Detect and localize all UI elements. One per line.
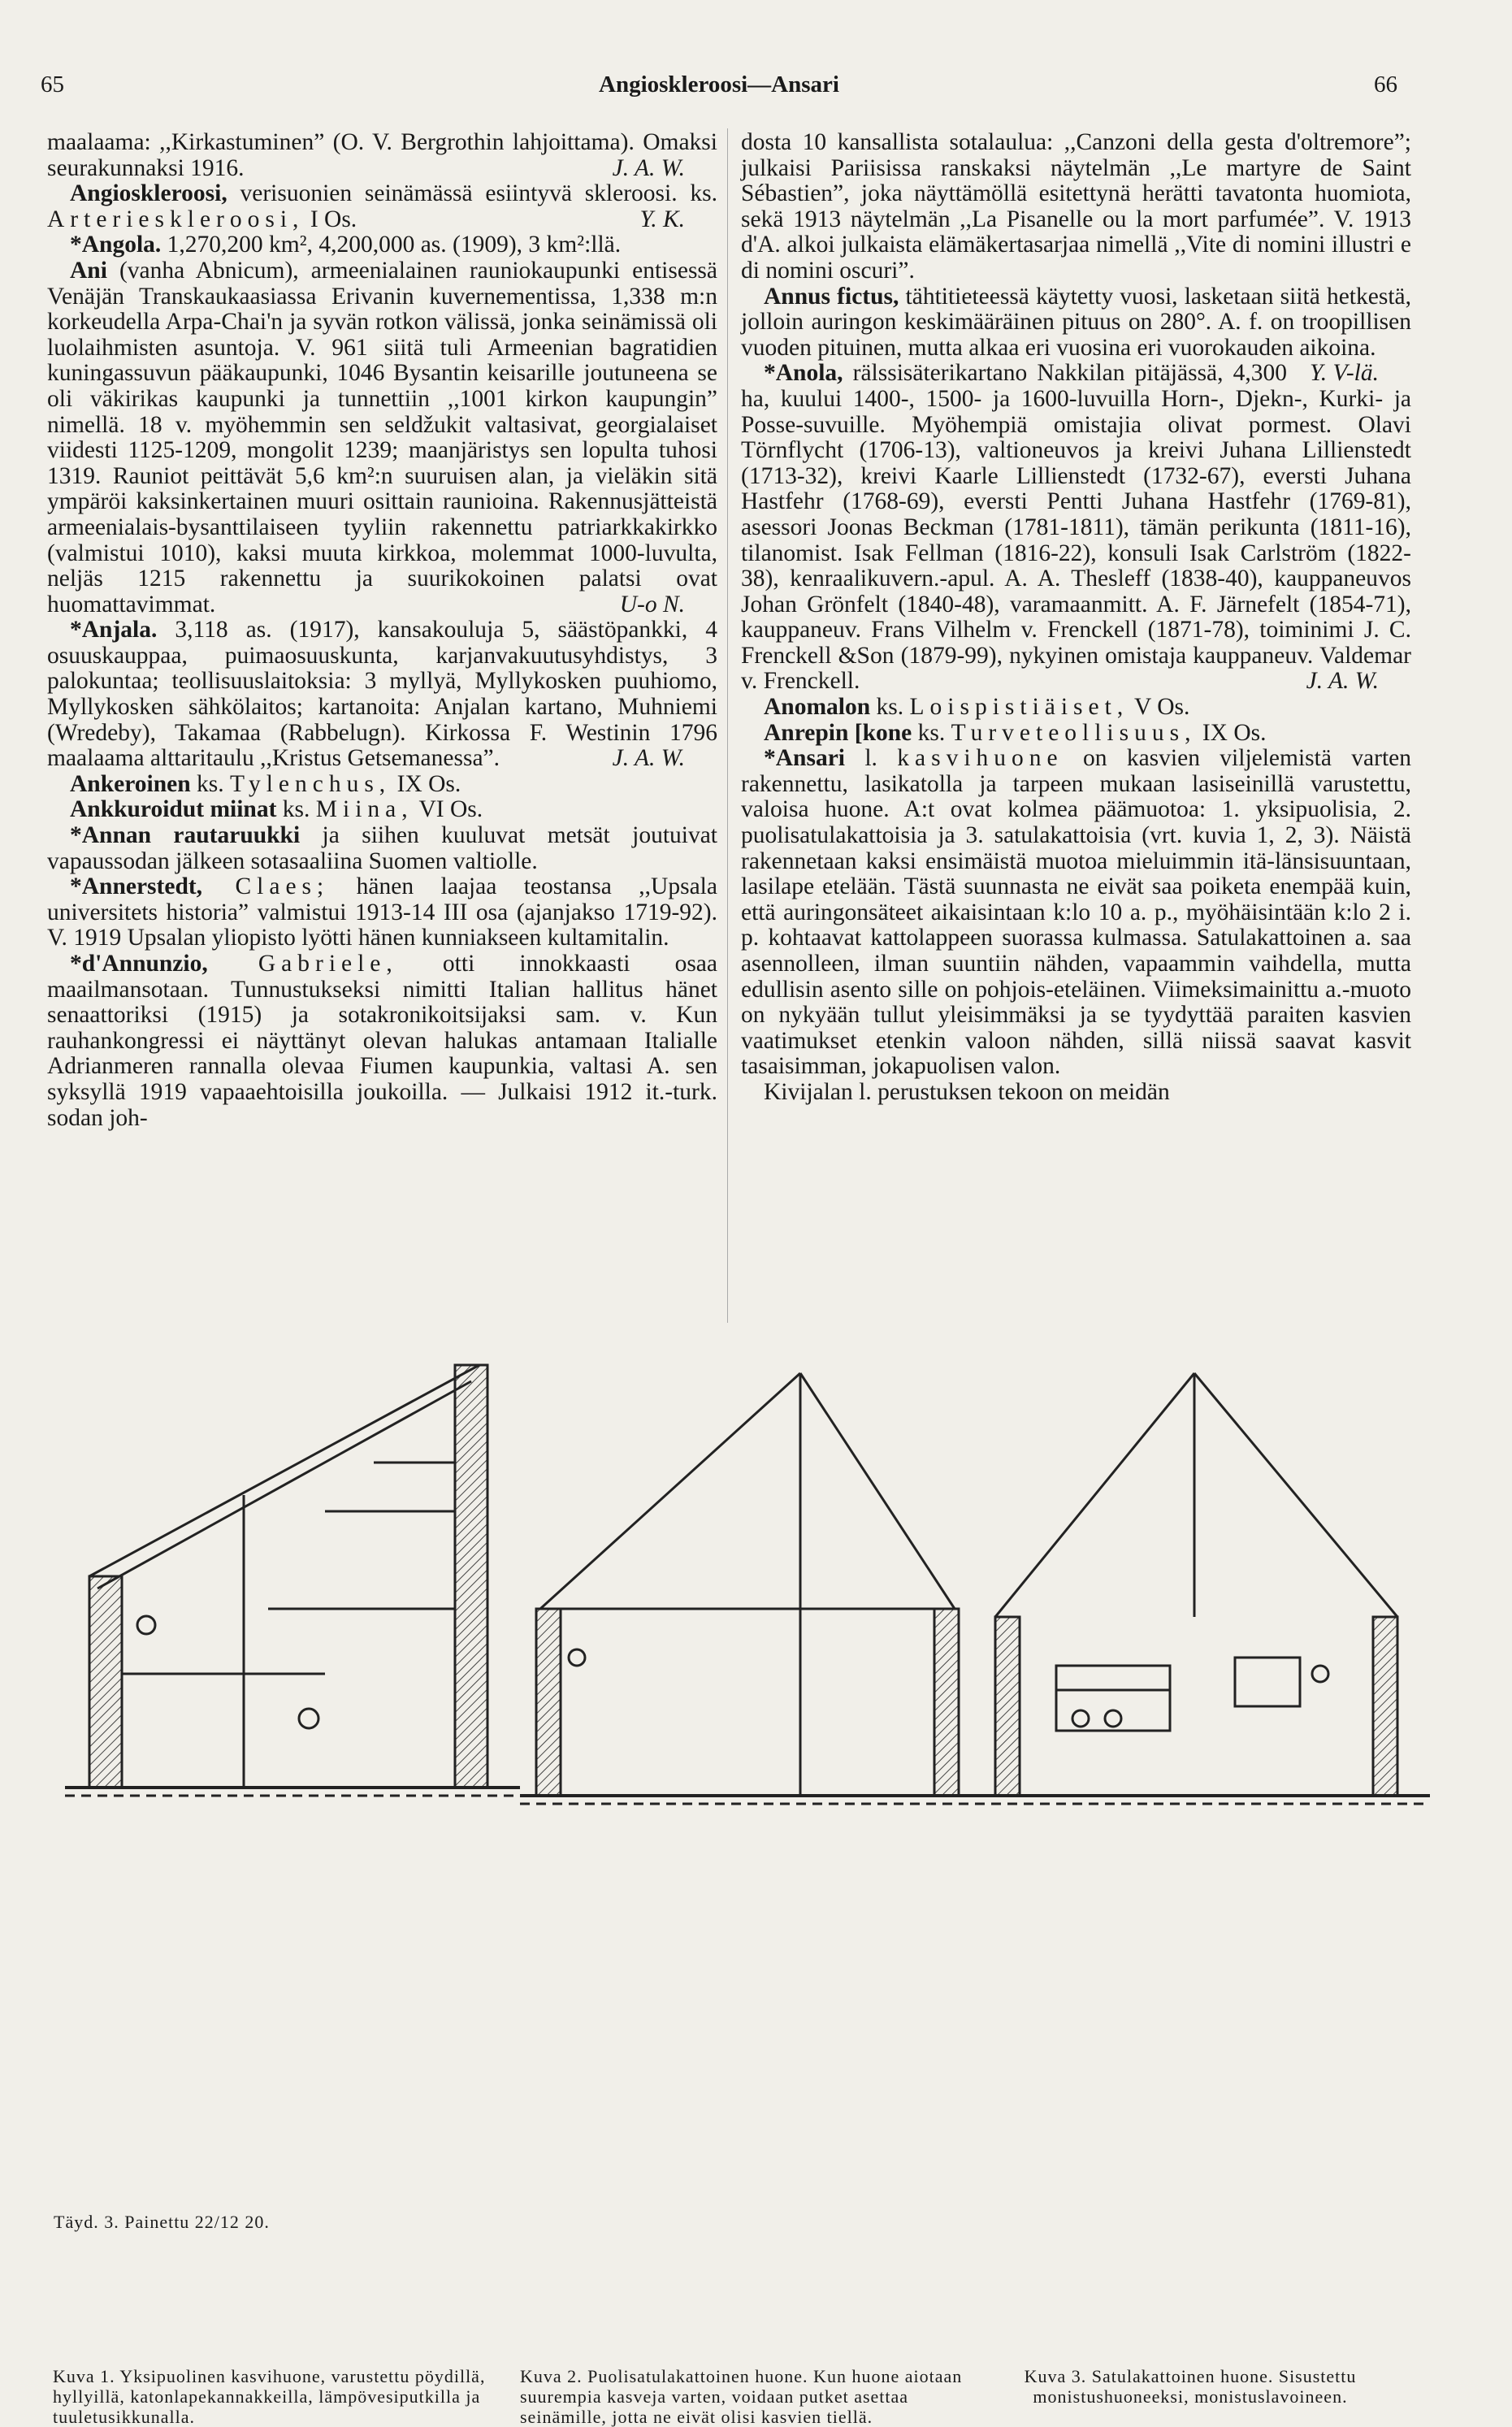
entry-ansari-cont: Kivijalan l. perustuksen tekoon on meidän <box>764 1078 1170 1105</box>
entry-ansari: *Ansari l. kasvihuone on kasvien viljelemistä varten rakennettu, lasikatolla ja tarpeen mukaan lasiseinillä varustettu, valoisa huone. A:t ovat kolmea päämuotoa: 1. yksipuolisia, 2. puolisatulakattoisia ja 3. satulakattoisia (vrt. kuvia 1, 2, 3). Näistä rakennetaan kaksi ensimäistä muotoa mieluimmin itä-länsisuuntaan, lasilape etelään. Tästä suunnasta ne eivät saa poiketa enempää kuin, että auringonsäteet aikaisintaan k:lo 10 a. p., myöhäisintään k:lo 2 i. p. kohtaavat kattolappeen suorassa kulmassa. Satulakattoinen a. saa asennolleen, ilman suuntiin nähden, vapaammin vaihdella, mutta edullisin asento sille on pohjois-eteläinen. Viimeksimainittu a.-muoto on nykyään tullut yleisimmäksi ja se tyydyttää paraiten kasvien vaatimukset etenkin valoon nähden, sillä niissä saavat kasvit tasaisimman, jokapuolisen valon. <box>741 745 1411 1080</box>
entry-angola: *Angola. 1,270,200 km², 4,200,000 as. (1909), 3 km²:llä. <box>70 232 622 258</box>
column-divider <box>727 128 728 1323</box>
signature: Y. V-lä. <box>1310 360 1379 387</box>
signature: Y. K. <box>639 206 685 232</box>
entry-dannunzio: *d'Annunzio, Gabriele, otti innokkaasti osaa maailmansotaan. Tunnustukseksi nimitti Italian hallitus hänet senaattoriksi (1915) ja sotakronikoitsijaksi sam. v. Kun rauhankongressi ei näyttänyt olevan halukas antamaan Italialle Adrianmeren rannalla olevaa Fiumen kaupunkia, valtasi A. sen syksyllä 1919 vapaaehtoisilla joukoilla. — Julkaisi 1912 it.-turk. sodan joh- <box>47 951 717 1131</box>
entry-dannunzio-cont: dosta 10 kansallista sotalaulua: ,,Canzoni della gesta d'oltremore”; julkaisi Pariisissa ranskaksi näytelmän ,,Le martyre de Saint Sébastien”, joka näyttämöllä esitettynä herätti tavatonta huomiota, sekä 1913 näytelmän ,,La Pisanelle ou la mort parfumée”. V. 1913 d'A. alkoi julkaista elämäkertasarjaa nimellä ,,Vite di nomini illustri e di nomini oscuri”. <box>741 129 1411 284</box>
page-number-left: 65 <box>41 72 64 98</box>
figure-2-caption: Kuva 2. Puolisatulakattoinen huone. Kun huone aiotaan suurempia kasveja varten, voidaan putket asettaa seinämille, jotta ne eivät olisi kasvien tiellä. <box>520 2366 963 2427</box>
entry-anomalon: Anomalon ks. Loispistiäiset, V Os. <box>764 694 1190 721</box>
page-header <box>41 72 1397 104</box>
entry-ankeroinen: Ankeroinen ks. Tylenchus, IX Os. <box>70 770 461 797</box>
page-number-right: 66 <box>1374 72 1397 98</box>
signature: U-o N. <box>619 591 685 618</box>
figure-2-half-span-greenhouse <box>520 1373 975 1804</box>
print-footer: Täyd. 3. Painettu 22/12 20. <box>54 2212 270 2232</box>
entry-annus-fictus: Annus fictus, tähtitieteessä käytetty vuosi, lasketaan siitä hetkestä, jolloin auringon keskimääräinen pituus on 280°. A. f. on troopillisen vuoden pituinen, mutta alkaa eri vuosina eri vuorokauden aikoina. Y. V-lä. <box>741 283 1411 387</box>
figure-1-lean-to-greenhouse <box>65 1365 520 1796</box>
entry-ani: Ani (vanha Abnicum), armeenialainen rauniokaupunki entisessä Venäjän Transkaukaasiassa Erivanin kuvernementissa, 1,338 m:n korkeudella Arpa-Chai'n ja syvän rotkon välissä, jonka seinämissä oli luolaihmisten asuntoja. V. 961 siitä tuli Armeenian bagratidien kuningassuvun pääkaupunki, 1046 Bysantin keisarille joutuneena se oli väkirikas kaupunki ja tunnettiin ,,1001 kirkon kaupungin” nimellä. 18 v. myöhemmin sen seldžukit valtasivat, georgialaiset viidesti 1125-1209, mongolit 1239; maanjäristys sen lopulta tuhosi 1319. Rauniot peittävät 5,6 km²:n suuruisen alan, ja vieläkin sitä ympäröi kaksinkertainen muuri osittain raunioina. Rakennusjätteistä armeenialais-bysanttilaiseen tyyliin rakennettu patriarkkakirkko (valmistui 1010), kaksi muuta kirkkoa, molemmat 1000-luvulta, neljäs 1215 rakennettu ja suurikokoinen palatsi ovat huomattavimmat. U-o N. <box>47 257 717 618</box>
entry-kirkko-tail: maalaama: ,,Kirkastuminen” (O. V. Bergrothin lahjoittama). Omaksi seurakunnaksi 1916. J. A. W. <box>47 129 717 181</box>
right-column <box>741 130 1411 1106</box>
entry-annerstedt: *Annerstedt, Claes; hänen laajaa teostansa ,,Upsala universitets historia” valmistui 1913-14 III osa (ajanjakso 1719-92). V. 1919 Upsalan yliopisto lyötti hänen kunniakseen kultamitalin. <box>47 873 717 951</box>
entry-annan-rautaruukki: *Annan rautaruukki ja siihen kuuluvat metsät joutuivat vapaussodan jälkeen sotasaaliina Suomen valtiolle. <box>47 822 717 874</box>
figure-3-span-roof-greenhouse <box>975 1373 1430 1804</box>
signature: J. A. W. <box>612 745 685 772</box>
left-column <box>47 130 717 1131</box>
page-title: Angioskleroosi—Ansari <box>599 72 839 98</box>
entry-ankkuroidut-miinat: Ankkuroidut miinat ks. Miina, VI Os. <box>70 796 483 823</box>
signature: J. A. W. <box>1306 668 1379 695</box>
entry-angioskleroosi: Angioskleroosi, verisuonien seinämässä esiintyvä skleroosi. ks. Arterieskleroosi, I Os. Y. K. <box>47 180 717 232</box>
greenhouse-diagrams <box>0 1349 1512 2267</box>
figures-area <box>0 1349 1512 2427</box>
entry-anrepin-kone: Anrepin [kone ks. Turveteollisuus, IX Os. <box>764 719 1267 746</box>
figure-3-caption: Kuva 3. Satulakattoinen huone. Sisustettu monistushuoneeksi, monistuslavoineen. <box>1024 2366 1357 2407</box>
figure-1-caption: Kuva 1. Yksipuolinen kasvihuone, varustettu pöydillä, hyllyillä, katonlapekannakkeilla, lämpövesiputkilla ja tuuletusikkunalla. <box>53 2366 486 2427</box>
entry-anjala: *Anjala. 3,118 as. (1917), kansakouluja 5, säästöpankki, 4 osuuskauppaa, puimaosuuskunta, karjanvakuutusyhdistys, 3 palokuntaa; teollisuuslaitoksia: 3 myllyä, Myllykosken puuhiomo, Myllykosken sähkölaitos; kartanoita: Anjalan kartano, Muhniemi (Wredeby), Takamaa (Rabbelugn). Kirkossa F. Westinin 1796 maalaama alttaritaulu ,,Kristus Getsemanessa”. J. A. W. <box>47 617 717 772</box>
signature: J. A. W. <box>612 154 685 181</box>
entry-anola: *Anola, rälssisäterikartano Nakkilan pitäjässä, 4,300 ha, kuului 1400-, 1500- ja 1600-luvuilla Horn-, Djekn-, Kurki- ja Posse-suvuille. Myöhempiä omistajia olivat pormest. Olavi Törnflycht (1706-13), valtioneuvos ja kreivi Juhana Lillienstedt (1713-32), kreivi Kaarle Lillienstedt (1732-67), eversti Juhana Hastfehr (1768-69), eversti Pentti Juhana Hastfehr (1769-81), asessori Joonas Beckman (1781-1811), tämän perikunta (1811-16), tilanomist. Isak Fellman (1816-22), konsuli Isak Carlström (1822-38), kenraalikuvern.-apul. A. A. Thesleff (1838-40), kauppaneuvos Johan Grönfelt (1840-48), varamaanmitt. A. F. Järnefelt (1854-71), kauppaneuv. Frans Vilhelm v. Frenckell (1871-78), toiminimi J. C. Frenckell &Son (1879-99), nykyinen omistaja kauppaneuv. Valdemar v. Frenckell. J. A. W. <box>741 360 1411 695</box>
